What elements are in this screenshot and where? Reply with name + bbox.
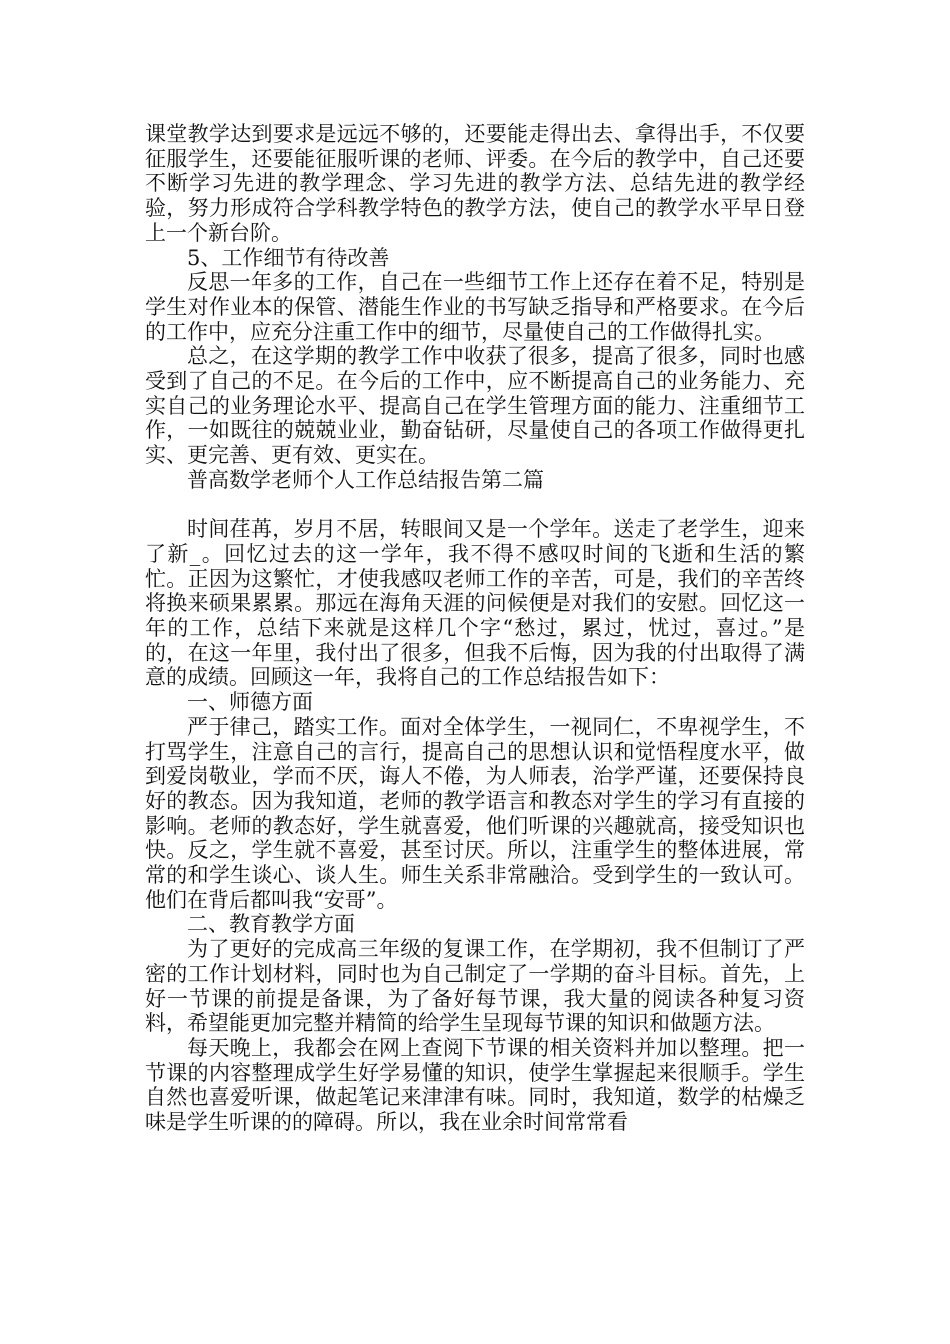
paragraph-summary: 总之，在这学期的教学工作中收获了很多，提高了很多，同时也感受到了自己的不足。在今后的工作中，应不断提高自己的业务能力、充实自己的业务理论水平、提高自己在学生管理方面的能力、注重细节工作，一如既往的兢兢业业，勤奋钻研，尽量使自己的各项工作做得更扎实、更完善、更有效、更实在。 [145, 344, 805, 468]
document-body [145, 122, 805, 1135]
paragraph-1: 课堂教学达到要求是远远不够的，还要能走得出去、拿得出手，不仅要征服学生，还要能征服听课的老师、评委。在今后的教学中，自己还要不断学习先进的教学理念、学习先进的教学方法、总结先进的教学经验，努力形成符合学科教学特色的教学方法，使自己的教学水平早日登上一个新台阶。 [145, 122, 805, 245]
section-heading-ethics: 一、师德方面 [187, 690, 313, 715]
paragraph-teaching: 为了更好的完成高三年级的复课工作，在学期初，我不但制订了严密的工作计划材料，同时也为自己制定了一学期的奋斗目标。首先，上好一节课的前提是备课，为了备好每节课，我大量的阅读各种复习资料，希望能更加完整并精简的给学生呈现每节课的知识和做题方法。 [145, 937, 805, 1036]
paragraph-intro: 时间荏苒，岁月不居，转眼间又是一个学年。送走了老学生，迎来了新_。回忆过去的这一学年，我不得不感叹时间的飞逝和生活的繁忙。正因为这繁忙，才使我感叹老师工作的辛苦，可是，我们的辛苦终将换来硕果累累。那远在海角天涯的问候便是对我们的安慰。回忆这一年的工作，总结下来就是这样几个字“愁过，累过，忧过，喜过。”是的，在这一年里，我付出了很多，但我不后悔，因为我的付出取得了满意的成绩。回顾这一年，我将自己的工作总结报告如下： [145, 517, 805, 690]
second-article-title: 普高数学老师个人工作总结报告第二篇 [187, 467, 544, 492]
section-heading-work-details: 5、工作细节有待改善 [187, 245, 390, 270]
paragraph-reflection: 反思一年多的工作，自己在一些细节工作上还存在着不足，特别是学生对作业本的保管、潜能生作业的书写缺乏指导和严格要求。在今后的工作中，应充分注重工作中的细节，尽量使自己的工作做得扎实。 [145, 270, 805, 344]
paragraph-ethics: 严于律己，踏实工作。面对全体学生，一视同仁，不卑视学生，不打骂学生，注意自己的言行，提高自己的思想认识和觉悟程度水平，做到爱岗敬业，学而不厌，诲人不倦，为人师表，治学严谨，还要保持良好的教态。因为我知道，老师的教学语言和教态对学生的学习有直接的影响。老师的教态好，学生就喜爱，他们听课的兴趣就高，接受知识也快。反之，学生就不喜爱，甚至讨厌。所以，注重学生的整体进展，常常的和学生谈心、谈人生。师生关系非常融洽。受到学生的一致认可。他们在背后都叫我“安哥”。 [145, 714, 805, 912]
section-heading-teaching: 二、教育教学方面 [187, 912, 355, 937]
blank-line [145, 493, 805, 518]
paragraph-evening-prep: 每天晚上，我都会在网上查阅下节课的相关资料并加以整理。把一节课的内容整理成学生好学易懂的知识，使学生掌握起来很顺手。学生自然也喜爱听课，做起笔记来津津有味。同时，我知道，数学的枯燥乏味是学生听课的的障碍。所以，我在业余时间常常看 [145, 1036, 805, 1135]
